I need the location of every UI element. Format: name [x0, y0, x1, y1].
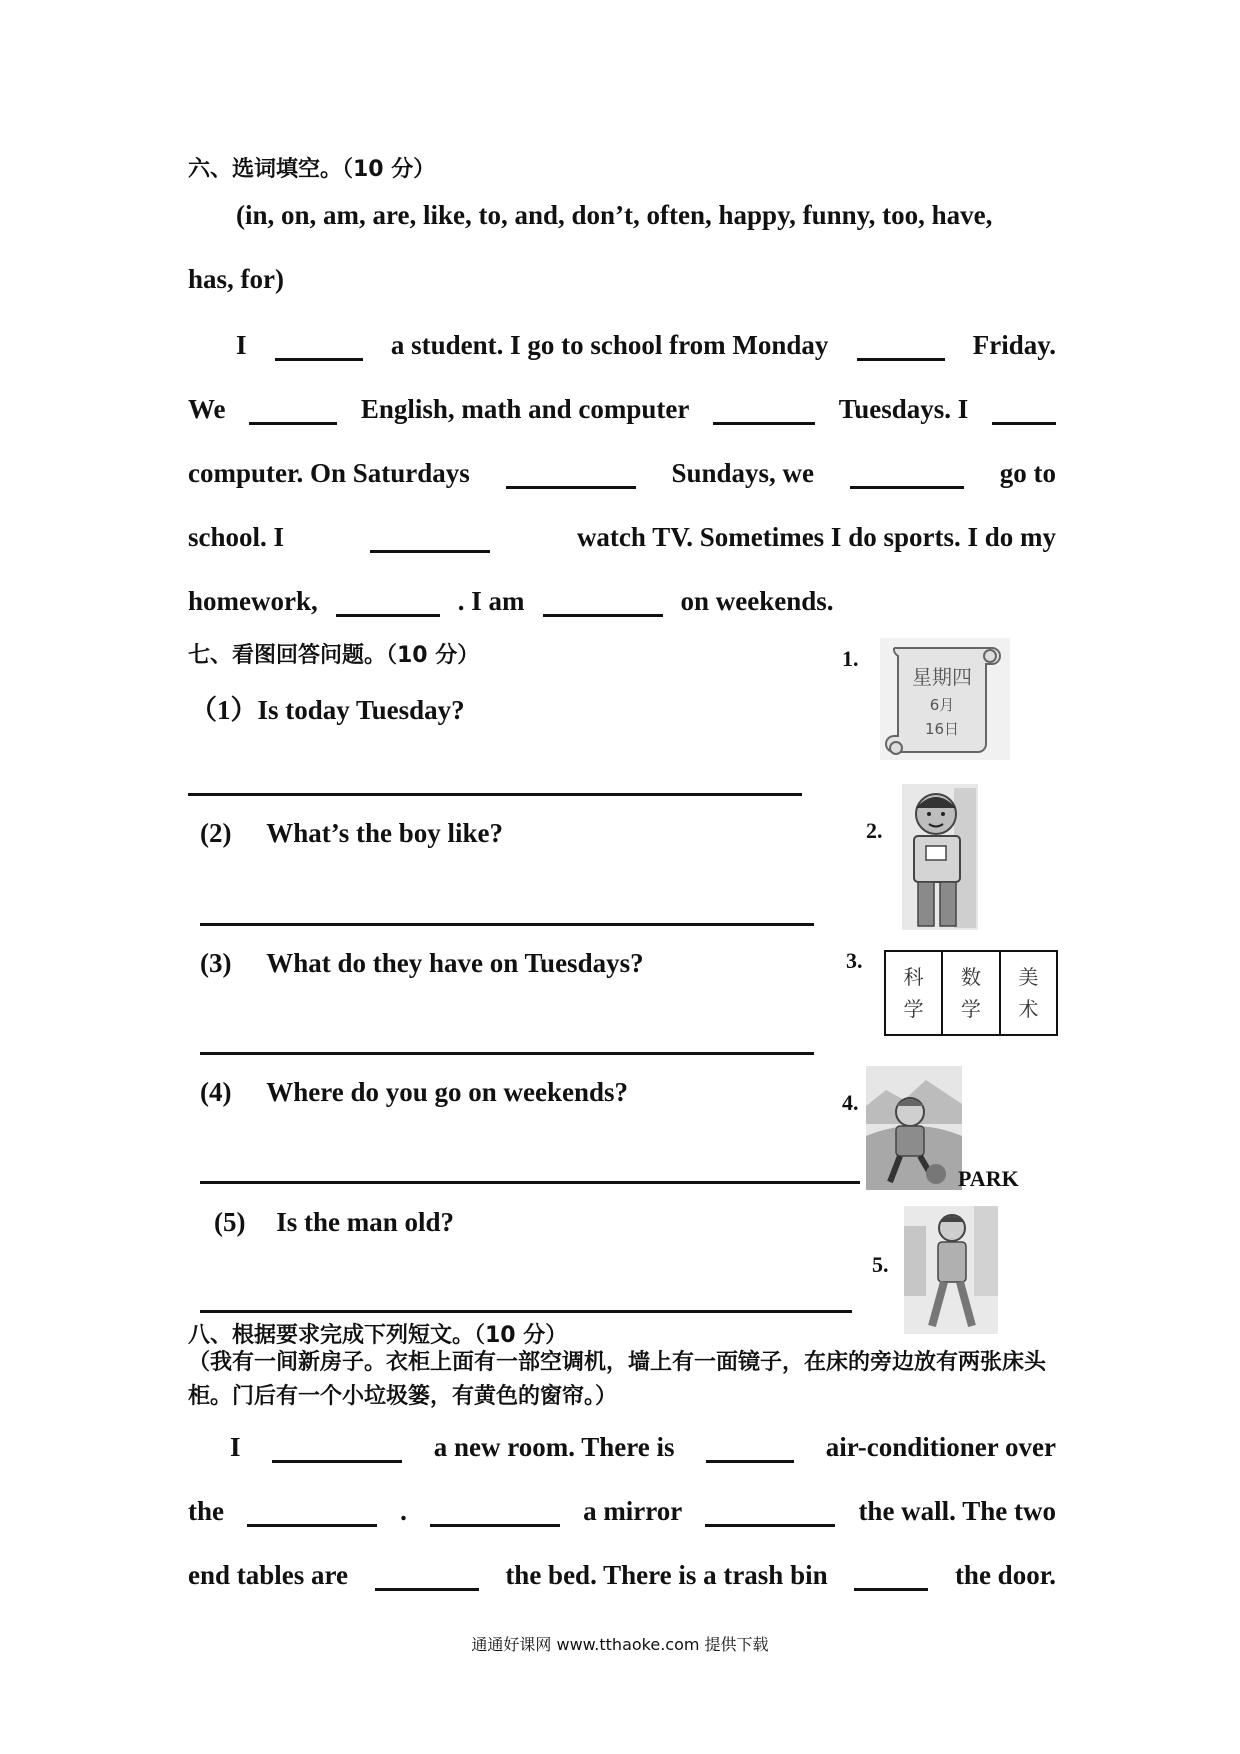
fill-blank[interactable]	[713, 421, 815, 425]
text: Friday.	[972, 330, 1056, 360]
question-1	[190, 688, 465, 727]
passage6-line3	[188, 458, 1056, 489]
fill-blank[interactable]	[336, 613, 440, 617]
calendar-image	[880, 638, 1010, 760]
question-text: What’s the boy like?	[266, 818, 503, 848]
fill-blank[interactable]	[543, 613, 663, 617]
section7-heading: 七、看图回答问题。（10 分）	[188, 643, 480, 668]
picture-number-4: 4.	[842, 1090, 859, 1115]
text: I	[230, 1432, 241, 1462]
text: the door.	[954, 1560, 1056, 1590]
text: English, math and computer	[360, 394, 690, 424]
section6-heading: 六、选词填空。（10 分）	[188, 157, 436, 182]
text: the bed. There is a trash bin	[505, 1560, 828, 1590]
calendar-month: 6月	[929, 696, 955, 714]
timetable	[884, 950, 1058, 1036]
question-number: (4)	[200, 1077, 232, 1107]
answer-line-2[interactable]	[200, 923, 814, 926]
text: air-conditioner over	[825, 1432, 1056, 1462]
fill-blank[interactable]	[506, 485, 636, 489]
text: the	[188, 1496, 224, 1526]
word-bank-line1: (in, on, am, are, like, to, and, don’t, often, happy, funny, too, have,	[236, 200, 993, 230]
picture-number-5: 5.	[872, 1252, 889, 1277]
man-image	[904, 1206, 998, 1334]
passage6-line2	[188, 394, 1056, 425]
boy-figure-icon	[902, 784, 978, 930]
fill-blank[interactable]	[857, 357, 945, 361]
question-5	[214, 1207, 454, 1238]
text: computer. On Saturdays	[188, 458, 470, 488]
word-bank-line2: has, for)	[188, 264, 284, 294]
picture-number-3: 3.	[846, 948, 863, 973]
text: a mirror	[583, 1496, 683, 1526]
text: the wall. The two	[858, 1496, 1056, 1526]
text: school. I	[188, 522, 285, 552]
text: .	[400, 1496, 407, 1526]
timetable-char: 学	[903, 997, 924, 1021]
calendar-day: 16日	[924, 720, 960, 738]
text: We	[188, 394, 226, 424]
section8-heading: 八、根据要求完成下列短文。（10 分）	[188, 1323, 568, 1348]
answer-line-3[interactable]	[200, 1052, 814, 1055]
question-number: (3)	[200, 948, 232, 978]
fill-blank[interactable]	[705, 1523, 835, 1527]
text: on weekends.	[680, 586, 834, 616]
timetable-char: 美	[1018, 965, 1039, 989]
question-text: Is the man old?	[276, 1207, 455, 1237]
fill-blank[interactable]	[706, 1459, 794, 1463]
text: a student. I go to school from Monday	[390, 330, 829, 360]
fill-blank[interactable]	[430, 1523, 560, 1527]
passage8-line3	[188, 1560, 1056, 1591]
passage8-line1	[230, 1432, 1056, 1463]
text: homework,	[188, 586, 318, 616]
park-scene-icon	[866, 1066, 962, 1190]
picture-number-2: 2.	[866, 818, 883, 843]
text: Tuesdays. I	[838, 394, 969, 424]
fill-blank[interactable]	[370, 549, 490, 553]
text: a new room. There is	[433, 1432, 675, 1462]
fill-blank[interactable]	[850, 485, 964, 489]
fill-blank[interactable]	[272, 1459, 402, 1463]
timetable-cell	[1001, 952, 1056, 1034]
timetable-char: 数	[960, 965, 981, 989]
passage6-line5	[188, 586, 834, 617]
calendar-scroll-icon	[880, 638, 1010, 760]
timetable-char: 学	[960, 997, 981, 1021]
text: Sundays, we	[671, 458, 815, 488]
question-4	[200, 1077, 628, 1108]
fill-blank[interactable]	[854, 1587, 928, 1591]
question-2	[200, 818, 503, 849]
question-text: What do they have on Tuesdays?	[266, 948, 644, 978]
text: end tables are	[188, 1560, 348, 1590]
answer-line-4[interactable]	[200, 1181, 860, 1184]
boy-image	[902, 784, 978, 930]
question-3	[200, 948, 644, 979]
question-number: （1）	[190, 695, 258, 725]
text: I	[236, 330, 247, 360]
answer-line-5[interactable]	[200, 1310, 852, 1313]
passage8-line2	[188, 1496, 1056, 1527]
fill-blank[interactable]	[992, 421, 1056, 425]
picture-number-1: 1.	[842, 646, 859, 671]
question-text: Is today Tuesday?	[257, 695, 465, 725]
timetable-cell	[886, 952, 943, 1034]
calendar-weekday: 星期四	[912, 665, 972, 689]
passage6-line4	[188, 522, 1056, 553]
timetable-char: 科	[903, 965, 924, 989]
passage6-line1	[236, 330, 1056, 361]
park-image	[866, 1066, 962, 1190]
fill-blank[interactable]	[375, 1587, 479, 1591]
section8-chinese-note: （我有一间新房子。衣柜上面有一部空调机，墙上有一面镜子，在床的旁边放有两张床头柜。门后有一个小垃圾篓，有黄色的窗帘。）	[188, 1350, 1047, 1409]
text: watch TV. Sometimes I do sports. I do my	[576, 522, 1056, 552]
page-footer: 通通好课网 www.tthaoke.com 提供下载	[471, 1635, 769, 1654]
question-text: Where do you go on weekends?	[266, 1077, 629, 1107]
answer-line-1[interactable]	[188, 793, 802, 796]
text: go to	[999, 458, 1056, 488]
question-number: (2)	[200, 818, 232, 848]
timetable-cell	[943, 952, 1000, 1034]
fill-blank[interactable]	[247, 1523, 377, 1527]
walking-man-icon	[904, 1206, 998, 1334]
question-number: (5)	[214, 1207, 246, 1237]
timetable-char: 术	[1018, 997, 1039, 1021]
fill-blank[interactable]	[275, 357, 363, 361]
park-label: PARK	[958, 1166, 1019, 1191]
fill-blank[interactable]	[249, 421, 337, 425]
text: . I am	[457, 586, 525, 616]
